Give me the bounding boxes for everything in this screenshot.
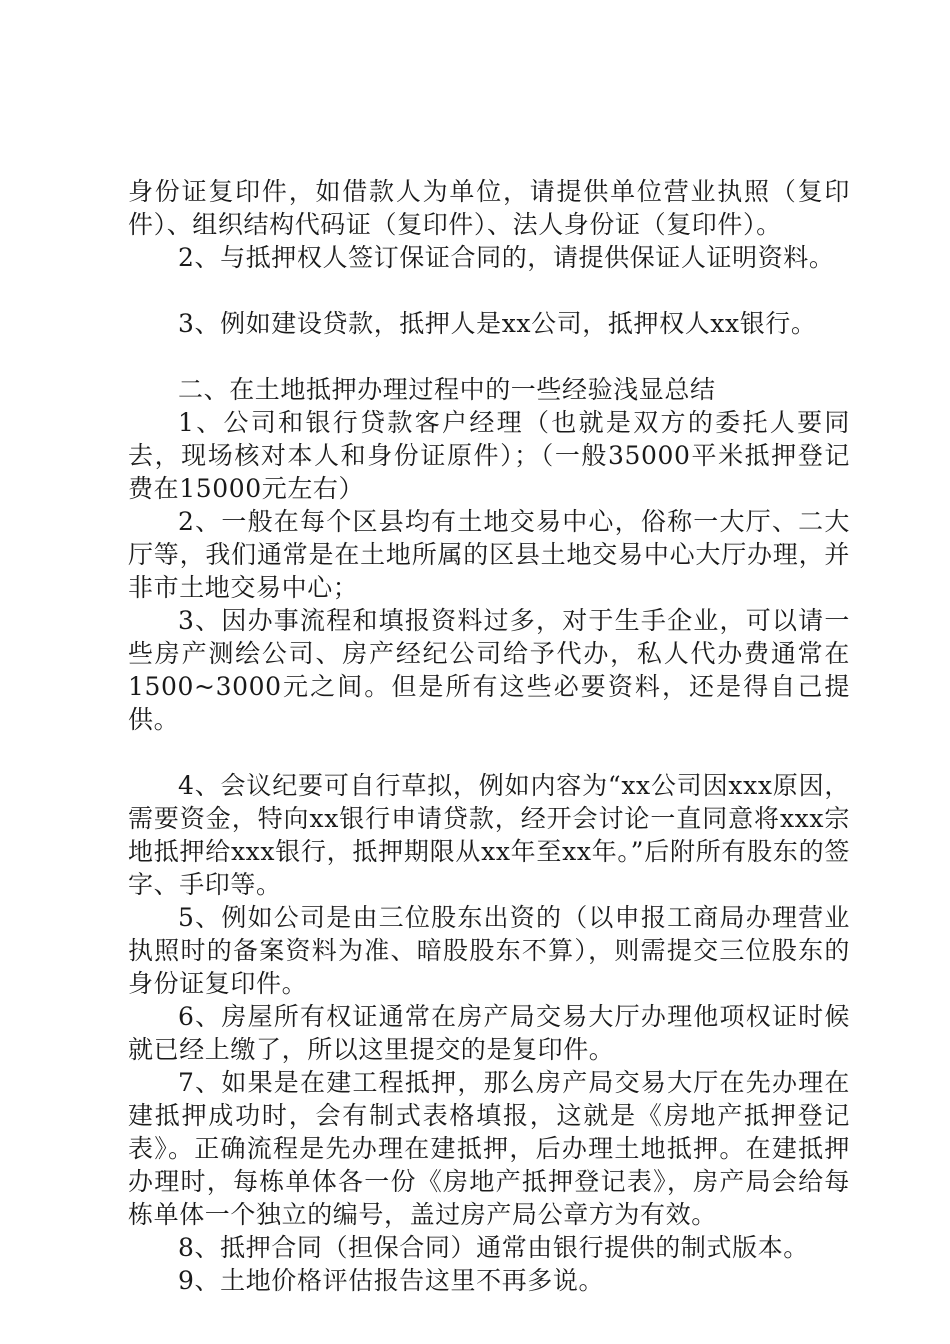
paragraph-item-1: 1、公司和银行贷款客户经理（也就是双方的委托人要同去，现场核对本人和身份证原件）；（一般35000平米抵押登记费在15000元左右） xyxy=(128,408,850,503)
paragraph-item-8: 8、抵押合同（担保合同）通常由银行提供的制式版本。 xyxy=(178,1233,809,1262)
paragraph-gap xyxy=(128,736,850,769)
paragraph-item-9: 9、土地价格评估报告这里不再多说。 xyxy=(178,1266,605,1295)
paragraph-gap xyxy=(128,340,850,373)
paragraph-item-7: 7、如果是在建工程抵押，那么房产局交易大厅在先办理在建抵押成功时，会有制式表格填报，这就是《房地产抵押登记表》。正确流程是先办理在建抵押，后办理土地抵押。在建抵押办理时，每栋单体各一份《房地产抵押登记表》，房产局会给每栋单体一个独立的编号，盖过房产局公章方为有效。 xyxy=(128,1068,850,1229)
paragraph-item-6: 6、房屋所有权证通常在房产局交易大厅办理他项权证时候就已经上缴了，所以这里提交的是复印件。 xyxy=(128,1002,850,1064)
paragraph-guarantee: 2、与抵押权人签订保证合同的，请提供保证人证明资料。 xyxy=(178,243,835,272)
paragraph-gap xyxy=(128,274,850,307)
paragraph-id-copy: 身份证复印件，如借款人为单位，请提供单位营业执照（复印件）、组织结构代码证（复印件）、法人身份证（复印件）。 xyxy=(128,177,850,239)
section-heading: 二、在土地抵押办理过程中的一些经验浅显总结 xyxy=(178,375,716,404)
paragraph-item-2: 2、一般在每个区县均有土地交易中心，俗称一大厅、二大厅等，我们通常是在土地所属的区县土地交易中心大厅办理，并非市土地交易中心； xyxy=(128,507,850,602)
paragraph-item-3: 3、因办事流程和填报资料过多，对于生手企业，可以请一些房产测绘公司、房产经纪公司给予代办，私人代办费通常在1500~3000元之间。但是所有这些必要资料，还是得自己提供。 xyxy=(128,606,850,734)
paragraph-construction-loan: 3、例如建设贷款，抵押人是xx公司，抵押权人xx银行。 xyxy=(178,309,817,338)
paragraph-item-5: 5、例如公司是由三位股东出资的（以申报工商局办理营业执照时的备案资料为准、暗股股东不算），则需提交三位股东的身份证复印件。 xyxy=(128,903,850,998)
paragraph-item-4: 4、会议纪要可自行草拟，例如内容为“xx公司因xxx原因，需要资金，特向xx银行申请贷款，经开会讨论一直同意将xxx宗地抵押给xxx银行，抵押期限从xx年至xx年。”后附所有股东的签字、手印等。 xyxy=(128,771,850,899)
document-body xyxy=(128,175,850,1297)
